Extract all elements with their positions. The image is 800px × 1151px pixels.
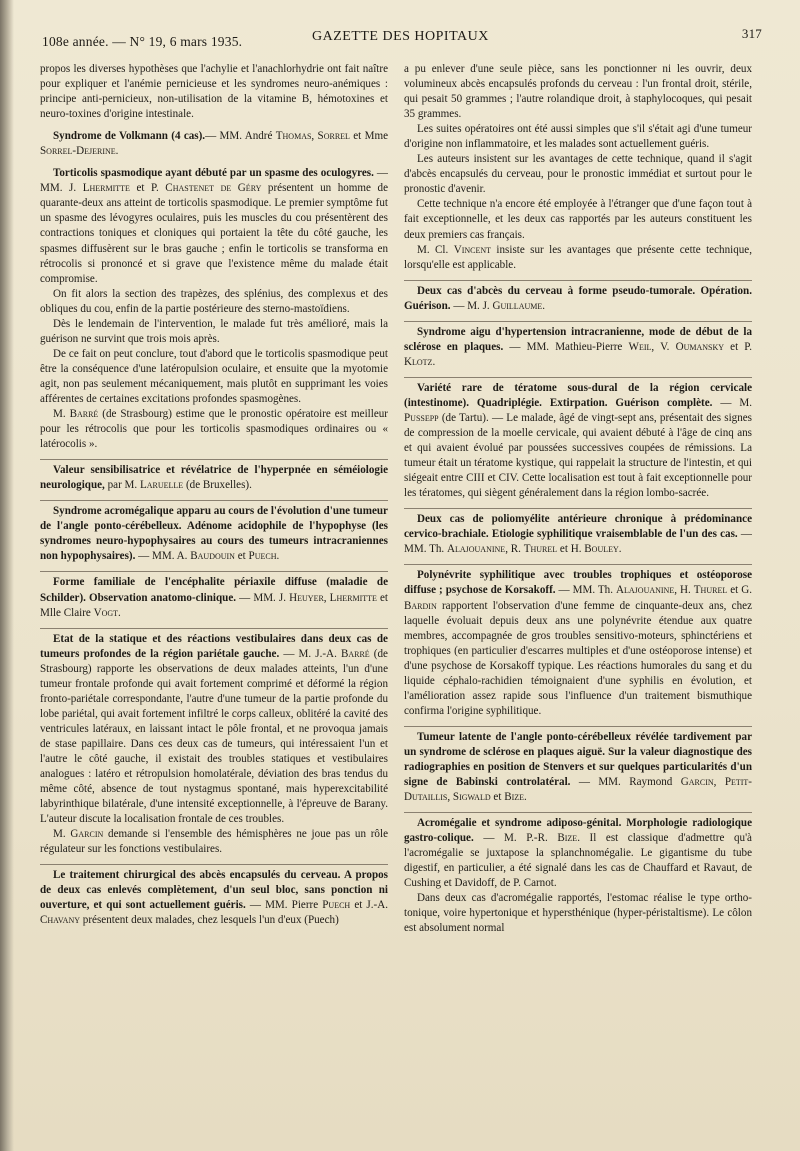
author-name: Vogt.	[93, 606, 121, 619]
author-name: Bouley.	[584, 543, 622, 556]
author-name: Oumansky	[675, 340, 725, 353]
author-name: Garcin, Petit-Dutaillis, Sigwald	[404, 776, 752, 804]
section-divider	[40, 571, 388, 572]
acromegalie-title: Acromégalie et syndrome adiposo-génital. Morphologie radiologique gastro-colique.	[404, 817, 752, 845]
acromegalie-entry: Acromégalie et syndrome adiposo-génital. Morphologie radiologique gastro-colique. — M. P.-R. Bize. Il est classique d'admettre qu'à l'acromégalie se juxtapose la splanchnomégalie. Le gigantisme du tube digestif, en particulier, a été signalé dans les cas de Chauffard et Ravaut, de Cushing et Davidoff, de P. Carnot.	[404, 817, 752, 890]
garcin-comment: M. Garcin demande si l'ensemble des hémisphères ne joue pas un rôle régulateur sur les fonctions vestibulaires.	[40, 828, 388, 856]
etat-title: Etat de la statique et des réactions vestibulaires dans deux cas de tumeurs profondes de la région pariétale gauche.	[40, 632, 388, 660]
section-divider	[404, 508, 752, 509]
torticolis-paragraph: De ce fait on peut conclure, tout d'abord que le torticolis spasmodique peut être la conséquence d'une latéropulsion oculaire, et ensuite que la myotomie agit, non pas seulement mécaniquement, mais plutôt en supprimant les voies afférentes de certaines excitations profondes spasmogènes.	[40, 347, 388, 405]
page-binding-edge	[0, 0, 14, 1151]
author-name: Pussepp	[404, 411, 439, 424]
right-column	[404, 62, 752, 1132]
valeur-title: Valeur sensibilisatrice et révélatrice de l'hyperpnée en séméiologie neurologique,	[40, 464, 388, 492]
traitement-entry: Le traitement chirurgical des abcès encapsulés du cerveau. A propos de deux cas enlevés complètement, d'un seul bloc, sans ponction ni ouverture, et qui sont actuellement guéris. — MM. Pierre Puech et J.-A. Chavany présentent deux malades, chez lesquels l'un d'eux (Puech)	[40, 869, 388, 927]
author-name: Laruelle	[139, 479, 184, 492]
author-name: Bize.	[504, 791, 527, 804]
section-divider	[40, 864, 388, 865]
author-name: Sorrel-Dejerine.	[40, 145, 119, 158]
torticolis-entry: Torticolis spasmodique ayant débuté par un spasme des oculogyres. — MM. J. Lhermitte et P. Chastenet de Géry présentent un homme de quarante-deux ans atteint de torticolis spasmodique. Le premier symptôme fut un spasme des lévogyres oculaires, puis les muscles du cou présentèrent des contractions toniques et cloniques qui portaient la tête du côté gauche, les spasmes diffusèrent sur le bras gauche ; enfin le torticolis se transforma en rétrocolis si prononcé et si grave que l'existence même du malade était compromise.	[40, 167, 388, 285]
polynevrite-entry: Polynévrite syphilitique avec troubles trophiques et ostéoporose diffuse ; psychose de Korsakoff. — MM. Th. Alajouanine, H. Thurel et G. Bardin rapportent l'observation d'une femme de cinquante-deux ans, chez laquelle évoluait depuis deux ans une polynévrite étendue aux quatre membres, accompagnée de gros troubles sensitivo-moteurs, sphinctériens et trophiques (en particulier d'escarres multiples et d'une ostéoporose intense) et d'une psychose de Korsakoff typique. Les réactions humorales du sang et du liquide céphalo-rachidien témoignaient d'une syphilis en évolution, et l'amélioration assez rapide sous l'influence d'un traitement bismuthique confirma l'origine syphilitique.	[404, 569, 752, 717]
section-divider	[404, 812, 752, 813]
author-name: Vincent	[453, 243, 492, 256]
schilder-title: Forme familiale de l'encéphalite périaxile diffuse (maladie de Schilder). Observation anatomo-clinique.	[40, 576, 388, 604]
author-name: Baudouin	[190, 550, 235, 563]
running-header	[42, 26, 762, 54]
torticolis-paragraph: Dès le lendemain de l'intervention, le malade fut très amélioré, mais la guérison ne survint que trois mois après.	[40, 317, 388, 345]
tumeur-latente-title: Tumeur latente de l'angle ponto-cérébelleux révélée tardivement par un syndrome de sclérose en plaques aiguë. Sur la valeur diagnostique des radiographies en position de Stenvers et sur quelques particularités d'un signe de Babinski controlatéral.	[404, 730, 752, 789]
author-name: Thurel	[693, 584, 728, 597]
section-divider	[40, 628, 388, 629]
header-number: — N° 19, 6 mars 1935.	[112, 34, 243, 49]
etat-entry: Etat de la statique et des réactions vestibulaires dans deux cas de tumeurs profondes de la région pariétale gauche. — M. J.-A. Barré (de Strasbourg) rapporte les observations de deux malades atteints, l'un d'une tumeur frontale profonde qui avait fortement comprimé et déformé la région fronto-pariétale correspondante, l'autre d'une tumeur de la partie profonde du lobe pariétal, qui avait fortement infiltré le corps calleux, oblitéré la cavité des ventricules latéraux, en laissant intact le pôle frontal, et ne provoqua jamais de stase papillaire. Dans ces deux cas de tumeurs, qui intéressaient l'un et l'autre le côté gauche, il existait des troubles statiques et vestibulaires analogues : latéro et rétropulsion homolatérale, déviation des bras tendus du même côté, absence de tout nystagmus spontané, mais hyperexcitabilité labyrinthique bilatérale, d'une intensité exceptionnelle, à l'épreuve de Barany. L'auteur discute la localisation frontale de ces troubles.	[40, 632, 388, 826]
author-name: Puech.	[248, 550, 280, 563]
acromegalique-entry: Syndrome acromégalique apparu au cours de l'évolution d'une tumeur de l'angle ponto-cérébelleux. Adénome acidophile de l'hypophyse (les syndromes neuro-hypophysaires au cours des tumeurs intracraniennes non hypophysaires). — MM. A. Baudouin et Puech.	[40, 505, 388, 563]
torticolis-title: Torticolis spasmodique ayant débuté par un spasme des oculogyres.	[53, 167, 374, 180]
author-name: Barré	[340, 647, 370, 660]
traitement-title: Le traitement chirurgical des abcès encapsulés du cerveau. A propos de deux cas enlevés complètement, d'un seul bloc, sans ponction ni ouverture, et qui sont actuellement guéris.	[40, 869, 388, 912]
author-name: Barré	[69, 408, 99, 421]
left-column	[40, 62, 388, 1132]
continuation-paragraph: Les suites opératoires ont été aussi simples que s'il s'était agi d'une tumeur d'origine non inflammatoire, et les malades sont actuellement guéris.	[404, 123, 752, 151]
author-name: Bardin	[404, 599, 437, 612]
header-page-number: 317	[741, 26, 762, 41]
continuation-paragraph: Cette technique n'a encore été employée à l'étranger que d'une façon tout à fait exceptionnelle, et les deux cas rapportés par les auteurs constituent les deux premiers cas français.	[404, 198, 752, 241]
section-divider	[404, 321, 752, 322]
author-name: Klotz.	[404, 355, 436, 368]
author-name: Chavany	[40, 914, 81, 927]
header-journal-title: GAZETTE DES HOPITAUX	[312, 29, 489, 44]
section-divider	[404, 726, 752, 727]
torticolis-paragraph: On fit alors la section des trapèzes, des splénius, des complexus et des obliques du cou, enfin de la partie postérieure des sterno-mastoïdiens.	[40, 287, 388, 315]
continuation-paragraph: Les auteurs insistent sur les avantages de cette technique, quand il s'agit d'abcès encapsulés du cerveau, pour le pronostic immédiat et surtout pour le pronostic d'avenir.	[404, 153, 752, 196]
author-name: Guillaume.	[492, 299, 546, 312]
volkmann-title: Syndrome de Volkmann (4 cas).	[53, 130, 206, 143]
author-name: Puech	[322, 899, 351, 912]
section-divider	[404, 280, 752, 281]
barre-comment: M. Barré (de Strasbourg) estime que le pronostic opératoire est meilleur pour les rétrocolis que pour les torticolis spasmodiques ordinaires ou « latérocolis ».	[40, 408, 388, 451]
teratome-title: Variété rare de tératome sous-dural de la région cervicale (intestinome). Quadriplégie. Extirpation. Guérison complète.	[404, 381, 752, 409]
author-name: Alajouanine	[446, 543, 506, 556]
author-name: Sorrel	[317, 130, 350, 143]
deux-abces-entry: Deux cas d'abcès du cerveau à forme pseudo-tumorale. Opération. Guérison. — M. J. Guillaume.	[404, 284, 752, 312]
author-name: Thomas,	[275, 130, 315, 143]
hypertension-title: Syndrome aigu d'hypertension intracranienne, mode de début de la sclérose en plaques.	[404, 325, 752, 353]
section-divider	[404, 377, 752, 378]
author-name: Chastenet de Géry	[165, 182, 262, 195]
intro-paragraph: propos les diverses hypothèses que l'achylie et l'anachlorhydrie ont fait naître pour expliquer et l'anémie pernicieuse et les syndromes neuro-anémiques : principe anti-pernicieux, non-utilisation de la vitamine B, hémotoxines et neuro-toxines d'origine intestinale.	[40, 63, 388, 121]
author-name: Garcin	[70, 828, 104, 841]
acromegalie-paragraph: Dans deux cas d'acromégalie rapportés, l'estomac réalise le type ortho-tonique, voire hypertonique et hypersthénique (hyper-péristaltisme). Le côlon est absolument normal	[404, 892, 752, 935]
section-divider	[40, 500, 388, 501]
author-name: Lhermitte	[82, 182, 130, 195]
polynevrite-title: Polynévrite syphilitique avec troubles trophiques et ostéoporose diffuse ; psychose de Korsakoff.	[404, 569, 752, 597]
valeur-entry: Valeur sensibilisatrice et révélatrice de l'hyperpnée en séméiologie neurologique, par M. Laruelle (de Bruxelles).	[40, 464, 388, 492]
header-issue	[42, 34, 242, 50]
volkmann-entry: Syndrome de Volkmann (4 cas).— MM. André Thomas, Sorrel et Mme Sorrel-Dejerine.	[40, 130, 388, 158]
author-name: Heuyer, Lhermitte	[289, 591, 377, 604]
header-year: 108e année.	[42, 34, 109, 49]
section-divider	[40, 459, 388, 460]
continuation-paragraph: a pu enlever d'une seule pièce, sans les ponctionner ni les ouvrir, deux volumineux abcès encapsulés profonds du cerveau : l'un frontal droit, stérile, qui pesait 50 grammes ; l'autre rolandique droit, à staphylocoques, qui pesait 35 grammes.	[404, 63, 752, 121]
deux-abces-title: Deux cas d'abcès du cerveau à forme pseudo-tumorale. Opération. Guérison.	[404, 284, 752, 312]
author-name: Thurel	[523, 543, 558, 556]
author-name: Alajouanine	[616, 584, 675, 597]
tumeur-latente-entry: Tumeur latente de l'angle ponto-cérébelleux révélée tardivement par un syndrome de sclérose en plaques aiguë. Sur la valeur diagnostique des radiographies en position de Stenvers et sur quelques particularités d'un signe de Babinski controlatéral. — MM. Raymond Garcin, Petit-Dutaillis, Sigwald et Bize.	[404, 730, 752, 804]
poliomyelite-entry: Deux cas de poliomyélite antérieure chronique à prédominance cervico-brachiale. Etiologie syphilitique vraisemblable de l'un des cas. — MM. Th. Alajouanine, R. Thurel et H. Bouley.	[404, 513, 752, 556]
poliomyelite-title: Deux cas de poliomyélite antérieure chronique à prédominance cervico-brachiale. Etiologie syphilitique vraisemblable de l'un des cas.	[404, 513, 752, 541]
author-name: Bize.	[557, 832, 580, 845]
teratome-entry: Variété rare de tératome sous-dural de la région cervicale (intestinome). Quadriplégie. Extirpation. Guérison complète. — M. Pussepp (de Tartu). — Le malade, âgé de vingt-sept ans, présentait des signes de compression de la moelle cervicale, qui avaient débuté à l'âge de cinq ans et qui avaient évolué par poussées successives coupées de rémissions. La tumeur était un tératome kystique, qui rappelait la structure de l'intestin, et qui siégeait entre CIII et CIV. Cette localisation est tout à fait exceptionnelle pour les tératomes, qui siègent généralement dans la région lombo-sacrée.	[404, 381, 752, 500]
vincent-comment: M. Cl. Vincent insiste sur les avantages que présente cette technique, lorsqu'elle est applicable.	[404, 243, 752, 271]
section-divider	[404, 564, 752, 565]
acromegalique-title: Syndrome acromégalique apparu au cours de l'évolution d'une tumeur de l'angle ponto-cérébelleux. Adénome acidophile de l'hypophyse (les syndromes neuro-hypophysaires au cours des tumeurs intracraniennes non hypophysaires).	[40, 505, 388, 563]
schilder-entry: Forme familiale de l'encéphalite périaxile diffuse (maladie de Schilder). Observation anatomo-clinique. — MM. J. Heuyer, Lhermitte et Mlle Claire Vogt.	[40, 576, 388, 619]
hypertension-entry: Syndrome aigu d'hypertension intracranienne, mode de début de la sclérose en plaques. — MM. Mathieu-Pierre Weil, V. Oumansky et P. Klotz.	[404, 325, 752, 368]
author-name: Weil	[628, 340, 652, 353]
